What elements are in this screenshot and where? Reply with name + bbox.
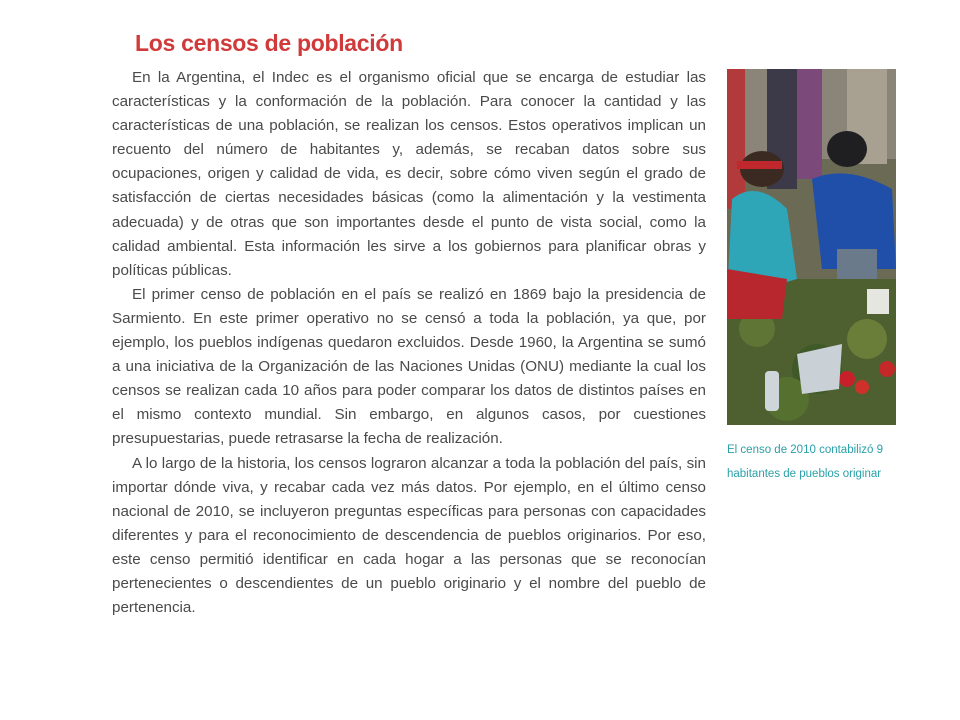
paragraph-2: El primer censo de población en el país se realizó en 1869 bajo la presidencia de Sarmiento. En este primer operativo no se censó a toda la población, ya que, por ejemplo, los pueblos indígenas quedaron excluidos. Desde 1960, la Argentina se sumó a una iniciativa de la Organización de las Naciones Unidas (ONU) mediante la cual los censos se realizan cada 10 años para poder comparar los datos de distintos países en el mismo contexto mundial. Sin embargo, en algunos casos, por cuestiones presupuestarias, puede retrasarse la fecha de realización. (112, 285, 706, 448)
paragraph-1: En la Argentina, el Indec es el organismo oficial que se encarga de estudiar las características y la conformación de la población. Para conocer la cantidad y las características de una población, se realizan los censos. Estos operativos implican un recuento del número de habitantes y, además, se recaban datos sobre sus ocupaciones, origen y calidad de vida, es decir, sobre cómo viven según el grado de satisfacción de ciertas necesidades básicas (como la alimentación y la vestimenta adecuada) y de otras que son importantes desde el punto de vista social, como la calidad ambiental. Esta información les sirve a los gobiernos para planificar obras y políticas públicas. (112, 69, 706, 279)
caption-line-1: El censo de 2010 contabilizó 9 (727, 444, 883, 456)
photo-caption (727, 438, 896, 486)
article-body (112, 66, 706, 620)
section-heading: Los censos de población (135, 30, 403, 56)
paragraph-3: A lo largo de la historia, los censos lograron alcanzar a toda la población del país, sin importar dónde viva, y recabar cada vez más datos. Por ejemplo, en el último censo nacional de 2010, se incluyeron preguntas específicas para personas con capacidades diferentes y para el reconocimiento de descendencia de pueblos originarios. Por eso, este censo permitió identificar en cada hogar a las personas que se reconocían pertenecientes o descendientes de un pueblo originario y el nombre del pueblo de pertenencia. (112, 454, 706, 617)
ceremony-photo (727, 69, 896, 425)
caption-line-2: habitantes de pueblos originar (727, 468, 882, 480)
